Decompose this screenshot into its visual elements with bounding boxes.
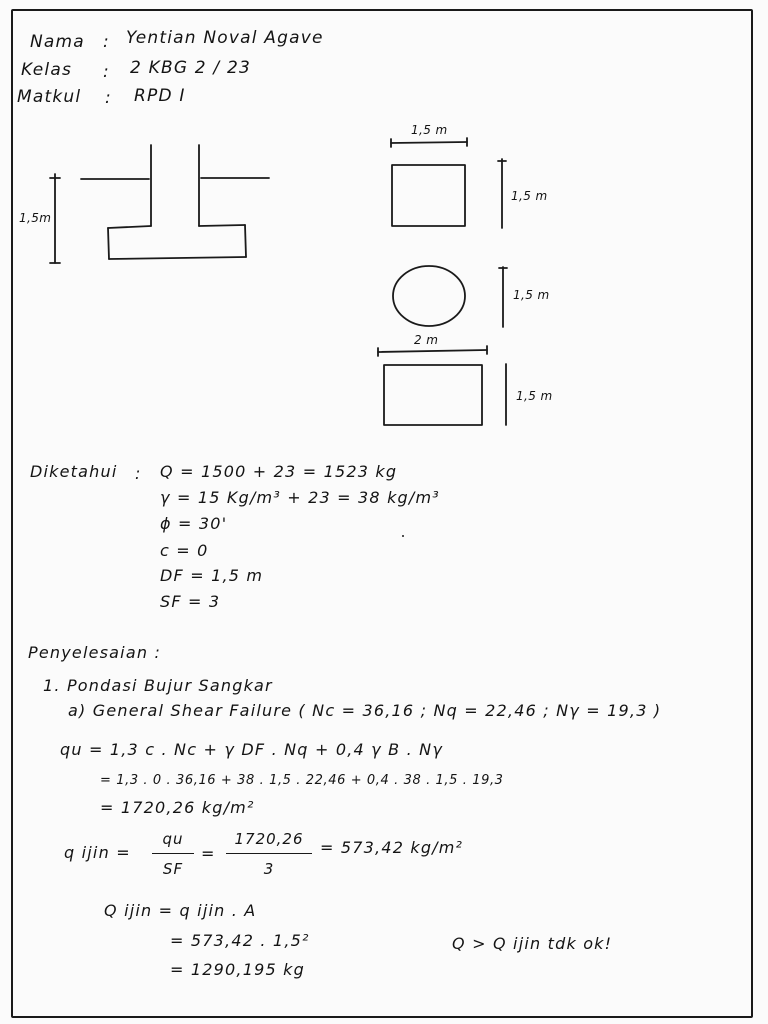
section-depth-label: 1,5m [19,211,52,225]
fraction-1-bar [152,853,194,854]
qijin-equals: = [201,844,216,863]
fraction-2-bar [226,853,312,854]
solution-item-1: 1. Pondasi Bujur Sangkar [43,676,273,695]
name-separator: : [103,32,110,52]
fraction-2-denominator: 3 [263,860,275,878]
given-separator: : [135,464,142,483]
Qijin-substitution: = 573,42 . 1,5² [170,931,310,950]
rect-width-label: 2 m [414,333,439,347]
fraction-1-numerator: qu [162,830,184,848]
footing-cross-section [81,145,269,259]
qijin-fraction-2 [226,832,312,877]
qu-substitution: = 1,3 . 0 . 36,16 + 38 . 1,5 . 22,46 + 0,4 . 38 . 1,5 . 19,3 [100,773,504,788]
solution-label: Penyelesaian : [28,643,162,662]
name-value: Yentian Noval Agave [126,28,324,48]
course-label: Matkul [17,87,82,107]
square-footing [391,138,506,228]
class-value: 2 KBG 2 / 23 [130,58,251,78]
given-cohesion: c = 0 [160,541,209,560]
given-label: Diketahui [30,462,118,481]
square-height-label: 1,5 m [511,189,548,203]
fraction-2-numerator: 1720,26 [234,830,304,848]
given-depth: DF = 1,5 m [160,566,264,585]
class-label: Kelas [21,60,72,80]
qijin-result: = 573,42 kg/m² [320,838,464,857]
given-load: Q = 1500 + 23 = 1523 kg [160,462,398,481]
qijin-label: q ijin = [64,843,131,862]
solution-sub-a: a) General Shear Failure ( Nc = 36,16 ; Nq = 22,46 ; Nγ = 19,3 ) [68,701,662,720]
name-label: Nama [30,32,85,52]
given-safety-factor: SF = 3 [160,592,221,611]
course-value: RPD I [134,86,186,106]
ink-dot [402,535,404,537]
depth-dimension-line [50,174,60,263]
Qijin-result: = 1290,195 kg [170,960,305,979]
square-width-label: 1,5 m [411,123,448,137]
circle-height-label: 1,5 m [513,288,550,302]
class-separator: : [103,62,110,82]
fraction-1-denominator: SF [162,860,184,878]
course-separator: : [105,88,112,108]
rectangular-footing [378,346,506,425]
given-friction-angle: ϕ = 30' [160,514,228,533]
Qijin-formula: Q ijin = q ijin . A [104,901,257,920]
qu-formula: qu = 1,3 c . Nc + γ DF . Nq + 0,4 γ B . Nγ [60,740,444,759]
circular-footing [393,266,507,327]
qu-result: = 1720,26 kg/m² [100,798,255,817]
rect-height-label: 1,5 m [516,389,553,403]
given-unit-weight: γ = 15 Kg/m³ + 23 = 38 kg/m³ [160,488,440,507]
qijin-fraction-1 [152,832,194,877]
conclusion: Q > Q ijin tdk ok! [452,934,613,953]
